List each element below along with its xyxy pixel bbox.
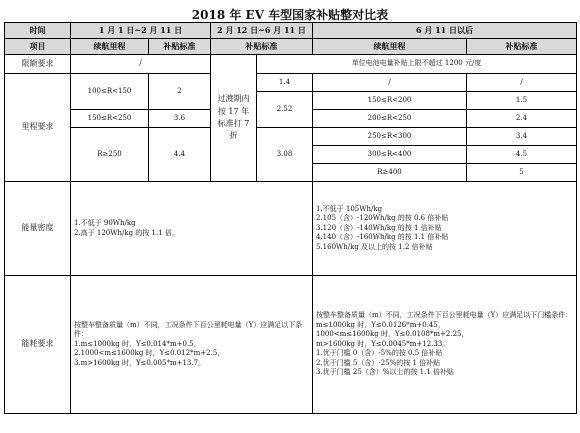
mileage-p3-value-4: 3.4 [467, 128, 577, 146]
mileage-p3-value-1: / [467, 74, 577, 92]
mileage-row-4 [5, 128, 577, 146]
mileage-p2-value-1: 1.4 [257, 74, 313, 92]
energy-consumption-p1 [71, 276, 313, 414]
mileage-p1-value-1: 2 [149, 74, 211, 110]
limit-label: 限额要求 [5, 55, 71, 74]
subsidy-comparison-table [4, 22, 577, 414]
mileage-p3-range-3: 200≤R<250 [313, 110, 467, 128]
energy-consumption-p3 [313, 276, 577, 414]
header-period-3: 6 月 11 日以后 [313, 23, 577, 39]
energy-consumption-p3-line: 1.优于门槛 0（含）-5%的按 0.5 倍补贴 [316, 349, 443, 358]
header-period-1: 1 月 1 日~2 月 11 日 [71, 23, 211, 39]
mileage-p3-range-6: R≥400 [313, 164, 467, 182]
header-subsidy-p2: 补贴标准 [211, 39, 313, 55]
mileage-row-1 [5, 74, 577, 92]
mileage-p1-value-3: 4.4 [149, 128, 211, 182]
header-subsidy-p3: 补贴标准 [467, 39, 577, 55]
header-range-p1: 续航里程 [71, 39, 149, 55]
header-row-item [5, 39, 577, 55]
limit-p3: 单位电池电量补贴上限不超过 1200 元/度 [257, 55, 577, 74]
mileage-label: 里程要求 [5, 74, 71, 182]
header-item: 项目 [5, 39, 71, 55]
mileage-p3-range-5: 300≤R<400 [313, 146, 467, 164]
mileage-p2-value-3: 3.08 [257, 128, 313, 182]
mileage-p1-range-3: R≥250 [71, 128, 149, 182]
limit-p1: / [71, 55, 211, 74]
energy-density-p1-line: 2.高于 120Wh/kg 的按 1.1 倍。 [74, 228, 179, 237]
mileage-p3-value-6: 5 [467, 164, 577, 182]
energy-density-p3 [313, 182, 577, 276]
energy-consumption-p1-line: 3.m>1600kg 时，Y≤0.005*m+13.7。 [74, 358, 206, 367]
energy-consumption-p3-line: 按整车整备质量（m）不同，工况条件下百公里耗电量（Y）应满足以下门槛条件： [316, 311, 573, 320]
header-time: 时间 [5, 23, 71, 39]
mileage-p3-range-1: / [313, 74, 467, 92]
mileage-p1-value-2: 3.6 [149, 110, 211, 128]
energy-consumption-p3-line: m>1600kg 时，Y≤0.0045*m+12.33。 [316, 339, 450, 348]
header-range-p3: 续航里程 [313, 39, 467, 55]
mileage-p1-range-1: 100≤R<150 [71, 74, 149, 110]
mileage-p3-range-4: 250≤R<300 [313, 128, 467, 146]
energy-density-p3-line: 2.105（含）-120Wh/kg 的按 0.6 倍补贴 [316, 214, 449, 223]
energy-density-p1 [71, 182, 313, 276]
energy-consumption-p1-line: 1.m≤1000kg 时，Y≤0.014*m+0.5， [74, 339, 201, 348]
energy-consumption-p1-line: 2.1000<m≤1600kg 时，Y≤0.012*m+2.5， [74, 349, 225, 358]
energy-consumption-row [5, 276, 577, 414]
energy-density-p3-line: 1.不低于 105Wh/kg [316, 204, 383, 213]
mileage-p3-value-2: 1.5 [467, 92, 577, 110]
energy-density-p3-line: 4.140（含）-160Wh/kg 的按 1.1 倍补贴 [316, 233, 449, 242]
mileage-p1-range-2: 150≤R<250 [71, 110, 149, 128]
mileage-p3-value-3: 2.4 [467, 110, 577, 128]
energy-density-p3-line: 3.120（含）-140Wh/kg 的按 1 倍补贴 [316, 223, 442, 232]
header-period-2: 2 月 12 日~6 月 11 日 [211, 23, 313, 39]
mileage-p3-range-2: 150≤R<200 [313, 92, 467, 110]
mileage-p2-value-2: 2.52 [257, 92, 313, 128]
energy-density-p3-line: 5.160Wh/kg 及以上的按 1.2 倍补贴 [316, 242, 433, 251]
energy-consumption-p3-line: m≤1000kg 时，Y≤0.0126*m+0.45， [316, 320, 445, 329]
energy-consumption-p3-line: 2.优于门槛 5（含）-25%的按 1 倍补贴 [316, 358, 441, 367]
energy-density-row [5, 182, 577, 276]
header-subsidy-p1: 补贴标准 [149, 39, 211, 55]
energy-consumption-p3-line: 1000<m≤1600kg 时，Y≤0.0108*m+2.25， [316, 330, 469, 339]
page-title: 2018 年 EV 车型国家补贴整对比表 [191, 8, 389, 22]
limit-row [5, 55, 577, 74]
transition-note: 过渡期内按 17 年标准打 7 折 [211, 55, 257, 182]
energy-density-label: 能量密度 [5, 182, 71, 276]
energy-consumption-p1-line: 按整车整备质量（m）不同，工况条件下百公里耗电量（Y）应满足以下条件： [74, 320, 303, 339]
mileage-p3-value-5: 4.5 [467, 146, 577, 164]
energy-consumption-label: 能耗要求 [5, 276, 71, 414]
header-row-time [5, 23, 577, 39]
energy-density-p1-line: 1.不低于 90Wh/kg [74, 219, 136, 228]
energy-consumption-p3-line: 3.优于门槛 25（含）%以上的按 1.1 倍补贴 [316, 368, 455, 377]
